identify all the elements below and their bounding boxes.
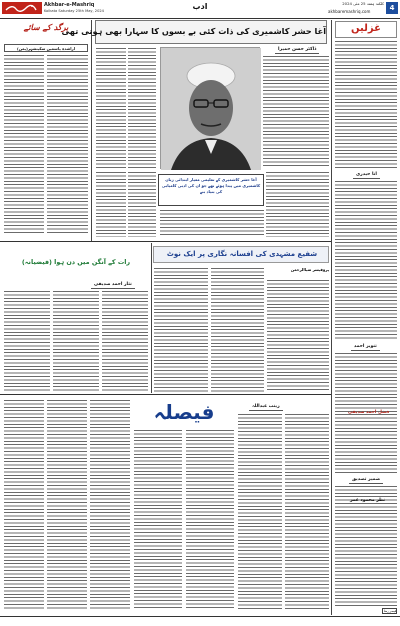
masthead xyxy=(0,0,400,18)
middle-right-byline-box xyxy=(266,267,329,277)
mid-separator xyxy=(0,241,331,242)
right-byline-1 xyxy=(356,172,377,177)
middle-right-text-a xyxy=(154,268,208,392)
masthead-date-left: Kolkata Saturday 25th May, 2024 xyxy=(44,9,104,13)
bottom-text-far-left-b xyxy=(47,400,87,610)
lead-text-left-b xyxy=(128,48,156,168)
page-number-badge xyxy=(386,2,398,14)
bottom-headline: فیصلہ xyxy=(153,400,215,424)
bottom-byline-2 xyxy=(348,410,389,415)
bottom-byline-3 xyxy=(350,498,385,503)
lead-text-right xyxy=(263,56,329,168)
page-number: 4 xyxy=(389,4,395,12)
bottom-text-right-b xyxy=(285,414,329,610)
left-column-text-a xyxy=(4,55,44,235)
lead-headline-box xyxy=(61,20,327,44)
right-column-footer-box xyxy=(382,608,397,614)
right-text-a xyxy=(335,41,397,169)
right-text-d xyxy=(335,486,397,606)
bottom-text-left xyxy=(90,400,130,610)
section-title: ادب xyxy=(192,2,208,11)
lead-text-bottom-left-b xyxy=(128,172,156,237)
masthead-rule xyxy=(0,18,400,19)
bottom-byline-1 xyxy=(252,404,280,409)
middle-left-headline: رات کے آنگن میں دن ہوا (فیضیانہ) xyxy=(21,258,131,266)
middle-left-text-a xyxy=(4,291,50,391)
middle-left-byline-text: نثار احمد صدیقی xyxy=(94,282,132,287)
pull-quote: آغا حشر کاشمیری کے تعلیمی معیار ابتدائی زبان کاشمیری میں پیدا ہوئے تھے جو ان کی ادبی کامیابی کی بنیاد بنے xyxy=(161,177,261,194)
middle-left-text-b xyxy=(53,291,99,391)
middle-right-headline: شفیع مشہدی کی افسانہ نگاری پر ایک نوٹ xyxy=(166,250,318,258)
lead-text-left-a xyxy=(96,48,126,168)
right-byline-2 xyxy=(354,344,377,349)
middle-left-byline xyxy=(94,282,132,287)
left-column-headline: برگد کے سائے xyxy=(23,23,69,32)
lead-byline-text: ڈاکٹر حسن حمیرا xyxy=(278,47,317,52)
left-column-byline-box xyxy=(4,44,88,52)
masthead-paper-name: Akhbar-e-Mashriq xyxy=(44,2,95,8)
bottom-byline-2-text: فضل احمد صدیقی xyxy=(348,410,390,415)
right-text-b xyxy=(335,181,397,341)
left-column-divider xyxy=(91,20,92,241)
pull-quote-box xyxy=(158,174,264,206)
bottom-byline-3-text: نظر محمود عمر xyxy=(350,498,386,503)
middle-left-text-c xyxy=(102,291,148,391)
lower-separator xyxy=(0,394,331,395)
left-column-byline: اراشدہ یاسمین سکینشہر(یمن) xyxy=(16,46,76,51)
bottom-text-center-a xyxy=(134,430,182,610)
portrait-photo xyxy=(160,47,260,169)
middle-right-byline: پروفیسر ضیاالرحمن xyxy=(290,267,329,272)
right-byline-1-text: انا حیدری xyxy=(356,172,377,177)
lead-headline: آغا حشر کاشمیری کی ذات کئی بے بسوں کا سہارا بھی ہوتی تھی xyxy=(61,26,326,36)
right-byline-2-text: تنویر احمد xyxy=(354,344,377,349)
middle-right-headline-box xyxy=(153,246,329,263)
middle-right-text-b xyxy=(211,268,264,392)
right-headline-box xyxy=(335,21,397,38)
right-byline-3 xyxy=(352,477,380,482)
lead-text-bottom-right xyxy=(266,172,329,237)
right-byline-3-text: ضمیر تصدیق xyxy=(352,477,381,482)
lead-byline xyxy=(278,47,316,52)
masthead-logo xyxy=(2,2,42,14)
bottom-byline-1-text: زینب عبداللہ xyxy=(252,404,280,409)
masthead-date-right: کلکتہ ہفتہ 25 مئی 2024 xyxy=(342,1,384,6)
left-column-text-b xyxy=(47,55,88,235)
bottom-text-center-b xyxy=(186,430,234,610)
right-byline-4: قیصر رضا xyxy=(383,609,397,613)
bottom-text-far-left-a xyxy=(4,400,44,610)
right-column-divider xyxy=(331,20,332,615)
footer-rule xyxy=(0,616,400,617)
right-headline: غزلیں xyxy=(351,23,381,34)
masthead-website: akhbaremashriq.com xyxy=(328,9,371,14)
lead-text-bottom-mid xyxy=(160,210,264,237)
middle-right-text-c xyxy=(267,280,329,392)
bottom-text-right-a xyxy=(238,414,282,610)
middle-divider xyxy=(151,243,152,393)
portrait-figure-icon xyxy=(161,48,261,170)
logo-calligraphy-icon xyxy=(2,2,42,14)
lead-text-bottom-left-a xyxy=(96,172,126,237)
